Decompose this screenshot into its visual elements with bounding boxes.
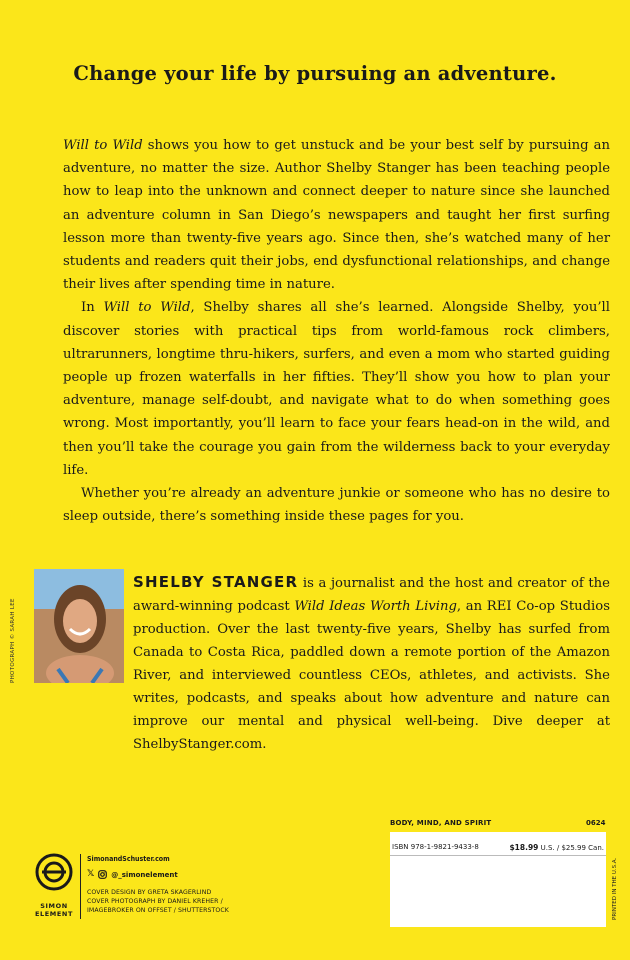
book-code: 0624 — [586, 819, 606, 827]
publisher-site: SimonandSchuster.com — [87, 855, 170, 863]
price-suffix: U.S. / $25.99 Can. — [538, 843, 604, 852]
logo-line-1: SIMON — [40, 902, 68, 910]
paragraph-2 — [63, 296, 610, 482]
paragraph-1-text: shows you how to get unstuck and be your best self by pursuing an adventure, no matter the size. Author Shelby Stanger has been teaching people how to leap into the unknown and connect deeper to nature since she launched an adventure column in San Diego’s newspapers and taught her first surfing lesson more than twenty-five years ago. Since then, she’s watched many of her students and readers quit their jobs, end dysfunctional relationships, and change their lives after spending time in nature. — [63, 138, 610, 293]
x-icon: 𝕏 — [87, 869, 95, 879]
author-bio — [133, 571, 610, 756]
social-handles — [87, 870, 178, 879]
book-title: Will to Wild — [63, 138, 143, 153]
divider — [80, 854, 81, 919]
author-name: SHELBY STANGER — [133, 573, 299, 591]
social-handle: @_simonelement — [111, 870, 178, 879]
book-category: BODY, MIND, AND SPIRIT — [390, 819, 492, 827]
headline: Change your life by pursuing an adventure. — [73, 62, 557, 85]
book-title: Will to Wild — [103, 300, 191, 316]
isbn-price-line — [390, 839, 606, 856]
author-photo — [34, 569, 124, 683]
credit-line-3: IMAGEBROKER ON OFFSET / SHUTTERSTOCK — [87, 907, 229, 914]
paragraph-1 — [63, 134, 610, 296]
cover-credits — [87, 888, 229, 915]
isbn: ISBN 978-1-9821-9433-8 — [392, 843, 479, 851]
podcast-title: Wild Ideas Worth Living — [294, 599, 457, 614]
paragraph-2-text: , Shelby shares all she’s learned. Alongside Shelby, you’ll discover stories with practical tips from world-famous rock climbers, ultrarunners, longtime thru-hikers, surfers, and even a mom who started guiding people up frozen waterfalls in her fifties. They’ll show you how to plan your adventure, manage self-doubt, and navigate what to do when something goes wrong. Most importantly, you’ll learn to face your fears head-on in the wild, and then you’ll take the courage you gain from the wilderness back to your everyday life. — [63, 300, 610, 478]
credit-line-2: COVER PHOTOGRAPH BY DANIEL KREHER / — [87, 898, 223, 905]
price-us: $18.99 — [509, 842, 539, 852]
description — [63, 134, 610, 528]
bio-text-1: is a journalist and the host and creator of the award-winning podcast — [133, 576, 610, 614]
printed-in: PRINTED IN THE U.S.A. — [612, 857, 618, 920]
logo-line-2: ELEMENT — [34, 910, 73, 918]
bio-text-2: , an REI Co-op Studios production. Over the last twenty-five years, Shelby has surfed from Canada to Costa Rica, paddled down a remote portion of the Amazon River, and interviewed countless CEOs, athletes, and activists. She writes, podcasts, and speaks about how adventure and nature can improve our mental and physical well-being. Dive deeper at ShelbyStanger.com. — [133, 599, 610, 752]
paragraph-3: Whether you’re already an adventure junkie or someone who has no desire to sleep outside, there’s something inside these pages for you. — [63, 486, 610, 525]
paragraph-2-prefix: In — [81, 300, 104, 316]
price — [509, 843, 604, 852]
credit-line-1: COVER DESIGN BY GRETA SKAGERLIND — [87, 889, 212, 896]
instagram-icon — [98, 870, 107, 879]
logo-text — [30, 902, 78, 918]
photo-credit: PHOTOGRAPH © SARAH LEE — [10, 598, 16, 683]
